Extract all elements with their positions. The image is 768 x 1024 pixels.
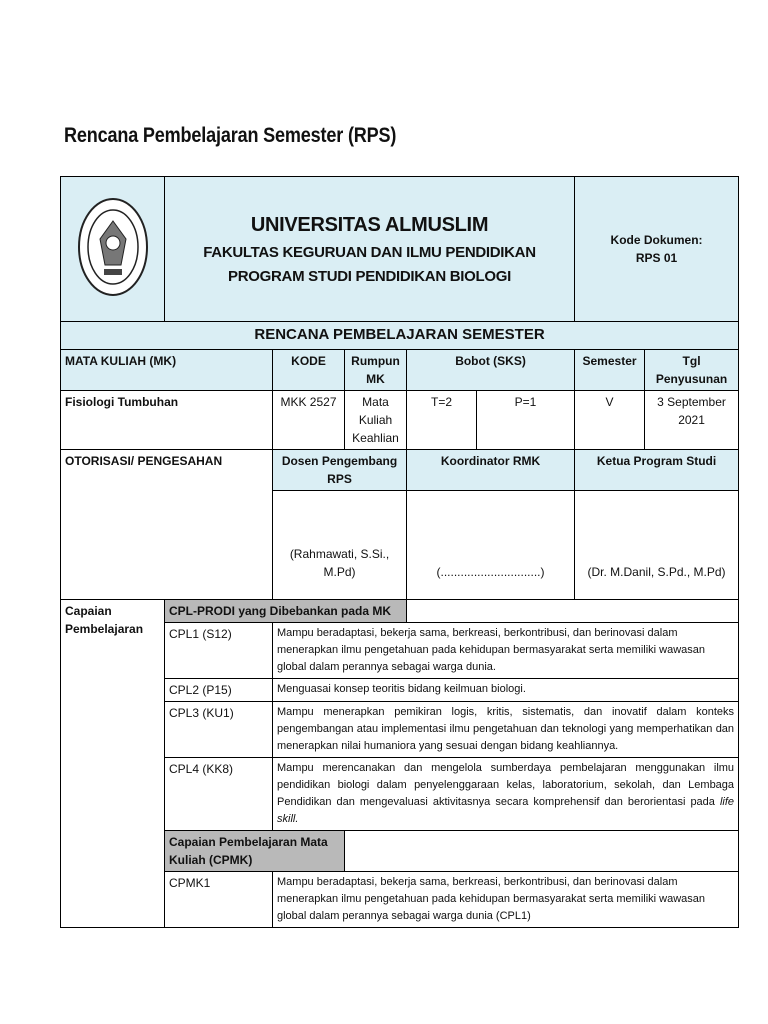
kode-header: KODE xyxy=(273,349,345,390)
koordinator-label: Koordinator RMK xyxy=(407,449,575,490)
cpl-header-blank xyxy=(407,599,739,622)
cpmk-code: CPMK1 xyxy=(165,871,273,927)
document-code-value: RPS 01 xyxy=(635,251,678,265)
course-date: 3 September 2021 xyxy=(645,390,739,449)
dosen-label: Dosen Pengembang RPS xyxy=(273,449,407,490)
dosen-signature: (Rahmawati, S.Si., M.Pd) xyxy=(273,490,407,599)
faculty-name: FAKULTAS KEGURUAN DAN ILMU PENDIDIKAN xyxy=(203,243,536,261)
cpl-description: Mampu beradaptasi, bekerja sama, berkreasi, berkontribusi, dan berinovasi dalam menerapkan ilmu pengetahuan pada kehidupan bermasyarakat serta memiliki wawasan global dalam perannya sebagai warga dunia. xyxy=(273,622,739,678)
sks-theory: T=2 xyxy=(407,390,477,449)
university-header xyxy=(165,177,575,322)
university-name: UNIVERSITAS ALMUSLIM xyxy=(250,213,489,236)
ketua-signature: (Dr. M.Danil, S.Pd., M.Pd) xyxy=(575,490,739,599)
cpmk-header-blank xyxy=(345,830,739,871)
rumpun-header: Rumpun MK xyxy=(345,349,407,390)
cpl-code: CPL1 (S12) xyxy=(165,622,273,678)
bobot-header: Bobot (SKS) xyxy=(407,349,575,390)
tgl-header: Tgl Penyusunan xyxy=(645,349,739,390)
cpl-description xyxy=(273,757,739,830)
cpl-description: Menguasai konsep teoritis bidang keilmuan biologi. xyxy=(273,678,739,701)
sks-practice: P=1 xyxy=(477,390,575,449)
course-rumpun: Mata Kuliah Keahlian xyxy=(345,390,407,449)
university-seal-icon xyxy=(74,191,152,303)
cpl-code: CPL2 (P15) xyxy=(165,678,273,701)
document-code-cell xyxy=(575,177,739,322)
koordinator-signature: (..............................) xyxy=(407,490,575,599)
course-semester: V xyxy=(575,390,645,449)
semester-header: Semester xyxy=(575,349,645,390)
cpl-header: CPL-PRODI yang Dibebankan pada MK xyxy=(165,599,407,622)
section-title: RENCANA PEMBELAJARAN SEMESTER xyxy=(61,322,739,350)
cpmk-header: Capaian Pembelajaran Mata Kuliah (CPMK) xyxy=(165,830,345,871)
rps-table xyxy=(60,176,739,928)
cpl-code: CPL4 (KK8) xyxy=(165,757,273,830)
capaian-label: Capaian Pembelajaran xyxy=(61,599,165,928)
course-name: Fisiologi Tumbuhan xyxy=(61,390,273,449)
program-name: PROGRAM STUDI PENDIDIKAN BIOLOGI xyxy=(228,268,511,285)
cpl-description: Mampu menerapkan pemikiran logis, kritis, sistematis, dan inovatif dalam konteks pengembangan atau implementasi ilmu pengetahuan dan teknologi yang memperhatikan dan menerapkan nilai humaniora yang sesuai dengan bidang keahliannya. xyxy=(273,701,739,757)
document-title: Rencana Pembelajaran Semester (RPS) xyxy=(64,124,397,147)
course-code: MKK 2527 xyxy=(273,390,345,449)
cpmk-description: Mampu beradaptasi, bekerja sama, berkreasi, berkontribusi, dan berinovasi dalam menerapkan ilmu pengetahuan pada kehidupan bermasyarakat serta memiliki wawasan global dalam perannya sebagai warga dunia (CPL1) xyxy=(273,871,739,927)
otorisasi-label: OTORISASI/ PENGESAHAN xyxy=(61,449,273,599)
logo-cell xyxy=(61,177,165,322)
cpl-description-italic: life skill. xyxy=(277,795,735,825)
mk-header: MATA KULIAH (MK) xyxy=(61,349,273,390)
ketua-label: Ketua Program Studi xyxy=(575,449,739,490)
cpl-description-text: Mampu merencanakan dan mengelola sumberdaya pembelajaran menggunakan ilmu pendidikan biologi dalam penyelenggaraan kelas, laboratorium, sekolah, dan Lembaga Pendidikan dan mengevaluasi aktivitasnya secara komprehensif dan berorientasi pada xyxy=(277,761,735,808)
cpl-code: CPL3 (KU1) xyxy=(165,701,273,757)
document-code-label: Kode Dokumen: xyxy=(610,233,703,247)
